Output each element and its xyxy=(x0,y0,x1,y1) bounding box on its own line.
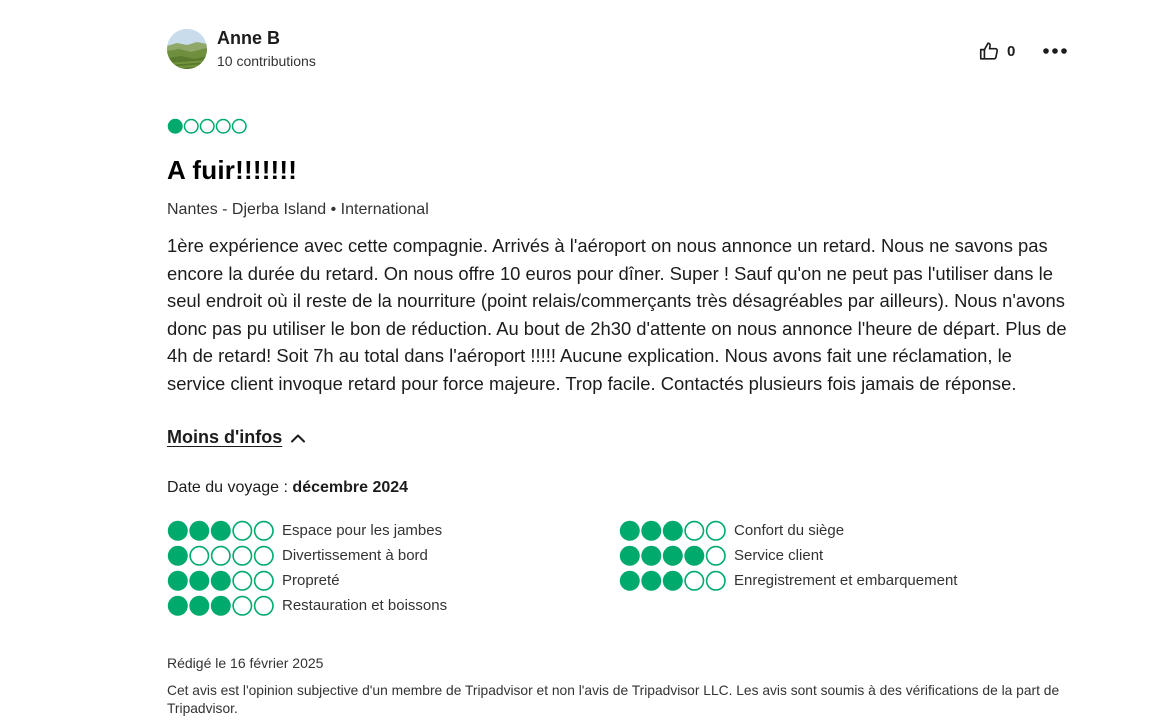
sub-rating-bubbles xyxy=(619,545,727,567)
sub-rating-label: Confort du siège xyxy=(734,522,845,539)
rating-bubble-empty xyxy=(255,596,273,614)
sub-ratings-left-column xyxy=(167,518,447,618)
sub-rating-bubbles xyxy=(619,520,727,542)
review-title: A fuir!!!!!!! xyxy=(167,155,298,185)
rating-bubble-empty xyxy=(233,596,251,614)
rating-bubble-filled xyxy=(641,545,661,565)
rating-bubble-filled xyxy=(168,545,188,565)
overall-rating-bubbles xyxy=(167,118,251,138)
show-less-link[interactable] xyxy=(167,427,306,448)
rating-bubble-filled xyxy=(641,520,661,540)
author-contributions: 10 contributions xyxy=(217,53,316,69)
rating-bubble-filled xyxy=(168,119,183,134)
review-disclaimer: Cet avis est l'opinion subjective d'un membre de Tripadvisor et non l'avis de Tripadvisor LLC. Les avis sont soumis à des vérifications de la part de Tripadvisor. xyxy=(167,683,1060,716)
more-options-icon xyxy=(1041,41,1069,61)
rating-bubble-empty xyxy=(233,546,251,564)
sub-rating-label: Propreté xyxy=(282,572,340,589)
rating-bubble-filled xyxy=(189,520,209,540)
rating-bubble-filled xyxy=(684,545,704,565)
helpful-vote-button[interactable] xyxy=(978,39,1015,63)
rating-bubble-filled xyxy=(189,595,209,615)
trip-date-label: Date du voyage : xyxy=(167,479,293,496)
rating-bubble-filled xyxy=(168,520,188,540)
rating-bubble-filled xyxy=(641,570,661,590)
rating-bubble-empty xyxy=(217,120,231,134)
trip-route: Nantes - Djerba Island • International xyxy=(167,201,429,218)
rating-bubble-empty xyxy=(233,120,247,134)
written-date: Rédigé le 16 février 2025 xyxy=(167,655,324,671)
sub-rating-bubbles xyxy=(167,545,275,567)
rating-bubble-filled xyxy=(663,545,683,565)
rating-bubble-empty xyxy=(212,546,230,564)
rating-bubble-empty xyxy=(707,546,725,564)
rating-bubble-filled xyxy=(663,570,683,590)
sub-rating-bubbles xyxy=(167,570,275,592)
sub-ratings-right-column xyxy=(619,518,957,593)
show-less-label: Moins d'infos xyxy=(167,427,283,447)
review-card xyxy=(167,0,1072,724)
rating-bubble-filled xyxy=(189,570,209,590)
rating-bubble-empty xyxy=(255,546,273,564)
rating-bubble-empty xyxy=(233,571,251,589)
sub-rating-row xyxy=(167,543,447,568)
rating-bubble-empty xyxy=(233,521,251,539)
sub-rating-label: Enregistrement et embarquement xyxy=(734,572,958,589)
author-name[interactable]: Anne B xyxy=(217,28,280,48)
helpful-count: 0 xyxy=(1007,42,1016,60)
rating-bubble-empty xyxy=(707,521,725,539)
rating-bubble-empty xyxy=(255,521,273,539)
sub-rating-label: Service client xyxy=(734,547,824,564)
rating-bubble-filled xyxy=(620,570,640,590)
rating-bubble-filled xyxy=(211,570,231,590)
sub-rating-row xyxy=(167,518,447,543)
sub-rating-row xyxy=(619,568,957,593)
trip-date xyxy=(167,479,408,497)
review-header xyxy=(167,28,1072,74)
rating-bubble-filled xyxy=(211,595,231,615)
rating-bubble-empty xyxy=(255,571,273,589)
sub-rating-bubbles xyxy=(167,520,275,542)
sub-rating-label: Espace pour les jambes xyxy=(282,522,443,539)
chevron-up-icon xyxy=(290,433,306,443)
sub-rating-bubbles xyxy=(619,570,727,592)
rating-bubble-filled xyxy=(620,545,640,565)
sub-rating-label: Restauration et boissons xyxy=(282,597,448,614)
sub-rating-label: Divertissement à bord xyxy=(282,547,428,564)
more-options-button[interactable] xyxy=(1041,41,1069,61)
overall-rating xyxy=(167,118,251,138)
sub-rating-row xyxy=(619,518,957,543)
trip-date-value: décembre 2024 xyxy=(292,479,409,496)
rating-bubble-empty xyxy=(707,571,725,589)
rating-bubble-empty xyxy=(201,120,215,134)
thumbs-up-icon xyxy=(978,40,1000,62)
sub-rating-row xyxy=(619,543,957,568)
rating-bubble-empty xyxy=(190,546,208,564)
rating-bubble-filled xyxy=(620,520,640,540)
rating-bubble-filled xyxy=(663,520,683,540)
rating-bubble-empty xyxy=(185,120,199,134)
author-avatar[interactable] xyxy=(167,29,207,69)
sub-rating-row xyxy=(167,593,447,618)
rating-bubble-empty xyxy=(685,521,703,539)
rating-bubble-filled xyxy=(211,520,231,540)
rating-bubble-filled xyxy=(168,570,188,590)
sub-rating-row xyxy=(167,568,447,593)
rating-bubble-filled xyxy=(168,595,188,615)
review-body: 1ère expérience avec cette compagnie. Arrivés à l'aéroport on nous annonce un retard. Nous ne savons pas encore la durée du retard. On nous offre 10 euros pour dîner. Super ! Sauf qu'on ne peut pas l'utiliser dans le seul endroit où il reste de la nourriture (point relais/commerçants très désagréables par ailleurs). Nous n'avons donc pas pu utiliser le bon de réduction. Au bout de 2h30 d'attente on nous annonce l'heure de départ. Plus de 4h de retard! Soit 7h au total dans l'aéroport !!!!! Aucune explication. Nous avons fait une réclamation, le service client invoque retard pour force majeure. Trop facile. Contactés plusieurs fois jamais de réponse. xyxy=(167,235,1067,394)
avatar-image xyxy=(167,29,207,69)
rating-bubble-empty xyxy=(685,571,703,589)
sub-rating-bubbles xyxy=(167,595,275,617)
